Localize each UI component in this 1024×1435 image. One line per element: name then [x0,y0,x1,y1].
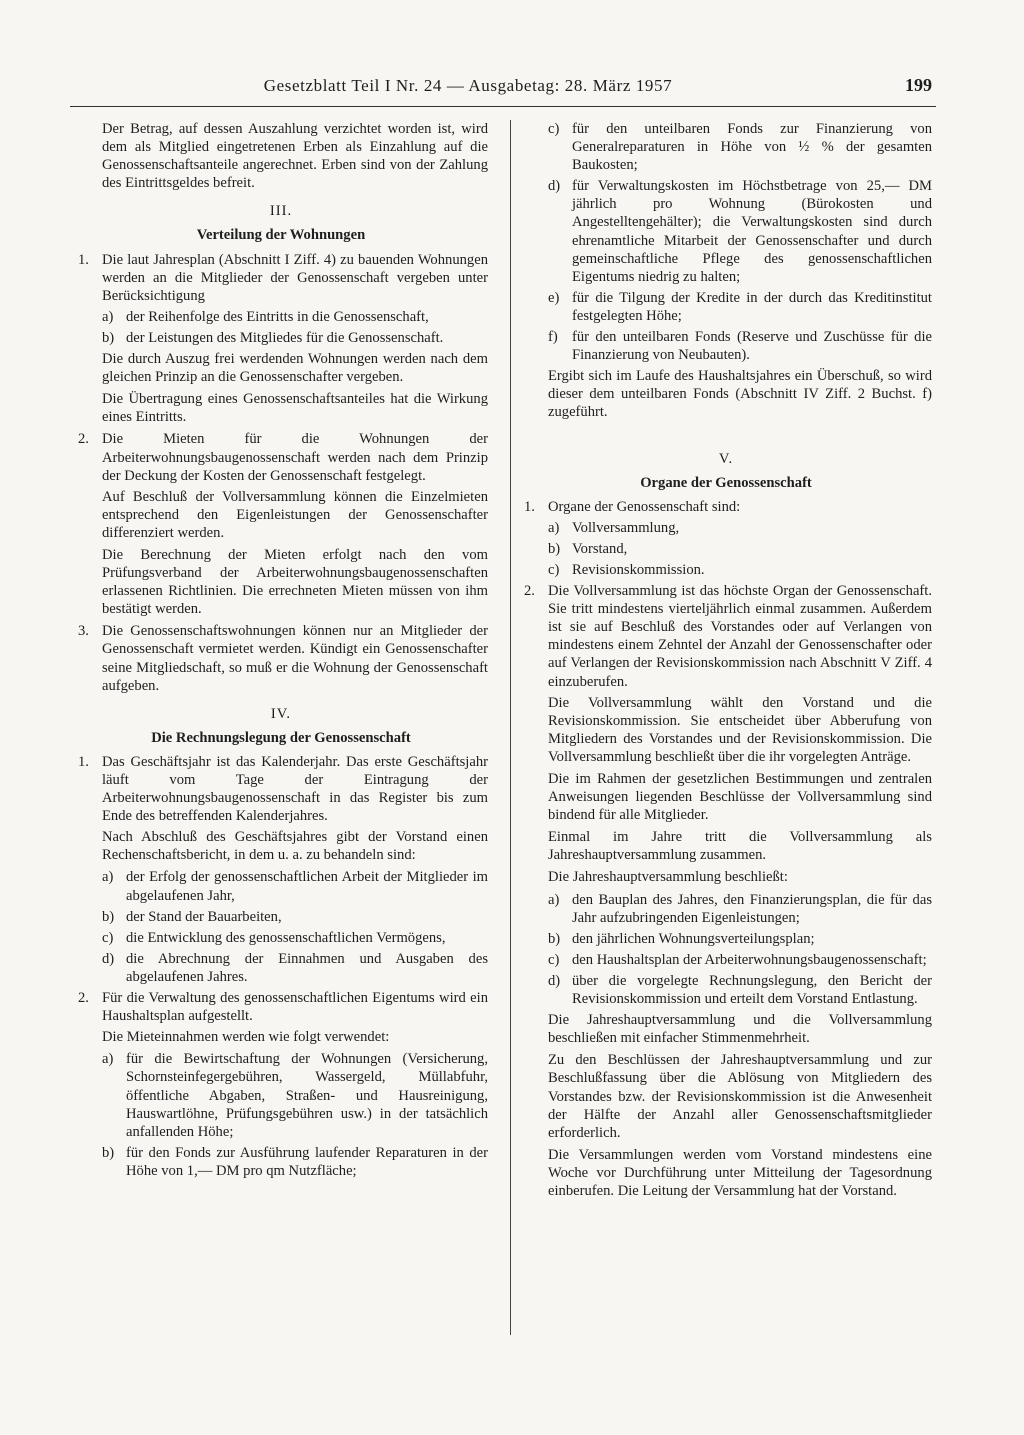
item-text: Vorstand, [572,540,628,557]
numbered-item [74,753,488,825]
paragraph: Die Jahreshauptversammlung und die Vollversammlung beschließen mit einfacher Stimmenmehrheit. [548,1012,932,1047]
section-heading: Verteilung der Wohnungen [196,227,366,244]
section-numeral: V. [718,450,734,467]
item-letter: d) [102,950,115,967]
item-text: die Entwicklung des genossenschaftlichen Vermögens, [126,929,446,946]
lettered-item [74,1144,488,1180]
item-text: für die Tilgung der Kredite in der durch das Kreditinstitut festgelegten Höhe; [572,289,932,324]
paragraph: Ergibt sich im Laufe des Haushaltsjahres ein Überschuß, so wird dieser dem unteilbaren Fonds (Abschnitt IV Ziff. 2 Buchst. f) zugeführt. [548,368,932,421]
item-text: Die laut Jahresplan (Abschnitt I Ziff. 4) zu bauenden Wohnungen werden an die Mitglieder der Genossenschaft vergeben unter Berücksichtigung [102,251,488,304]
item-letter: b) [548,930,561,947]
section-numeral: IV. [270,705,292,722]
page-number: 199 [905,75,932,95]
item-letter: a) [102,308,114,325]
lettered-item [74,868,488,904]
paragraph: Der Betrag, auf dessen Auszahlung verzichtet worden ist, wird dem als Mitglied eingetretenen Erben als Einzahlung auf die Genossenschaftsanteile angerechnet. Erben sind von der Zahlung des Eintrittsgeldes befreit. [102,121,488,192]
item-text: für den unteilbaren Fonds (Reserve und Zuschüsse für die Finanzierung von Neubauten). [572,329,932,364]
item-letter: e) [548,289,560,306]
lettered-item [520,328,932,364]
item-text: den Haushaltsplan der Arbeiterwohnungsbaugenossenschaft; [572,951,927,968]
item-letter: b) [102,329,115,346]
lettered-item [520,177,932,286]
paragraph: Die durch Auszug frei werdenden Wohnungen werden nach dem gleichen Prinzip an die Genossenschafter vergeben. [102,351,488,386]
item-number: 2. [524,583,535,600]
right-column [520,120,932,1204]
item-text: für den Fonds zur Ausführung laufender Reparaturen in der Höhe von 1,— DM pro qm Nutzfläche; [126,1144,488,1179]
section-heading: Die Rechnungslegung der Genossenschaft [151,729,411,746]
lettered-item [520,519,932,537]
paragraph: Die Berechnung der Mieten erfolgt nach den vom Prüfungsverband der Arbeiterwohnungsbaugenossenschaften erlassenen Richtlinien. Die errechneten Mieten müssen von ihm bestätigt werden. [102,546,488,618]
numbered-item [520,498,932,516]
paragraph: Die Mieteinnahmen werden wie folgt verwendet: [102,1029,390,1046]
item-number: 3. [78,623,89,640]
lettered-item [520,891,932,927]
item-letter: d) [548,178,561,195]
item-text: Die Mieten für die Wohnungen der Arbeiterwohnungsbaugenossenschaft werden nach dem Prinzip der Deckung der Kosten der Genossenschaft festgelegt. [102,431,488,484]
item-text: der Stand der Bauarbeiten, [126,908,282,925]
item-letter: c) [548,561,560,578]
item-text: Organe der Genossenschaft sind: [548,498,741,515]
item-letter: d) [548,972,561,989]
page-header [70,76,936,107]
item-text: die Abrechnung der Einnahmen und Ausgaben des abgelaufenen Jahres. [126,950,488,985]
item-text: den jährlichen Wohnungsverteilungsplan; [572,930,815,947]
paragraph: Zu den Beschlüssen der Jahreshauptversammlung und zur Beschlußfassung über die Ablösung von Mitgliedern des Vorstandes bzw. der Revisionskommission ist die Anwesenheit der Hälfte der Anzahl aller Genossenschaftsmitglieder erforderlich. [548,1052,932,1141]
item-letter: b) [102,1144,115,1161]
section-numeral: III. [269,203,293,220]
item-text: Das Geschäftsjahr ist das Kalenderjahr. Das erste Geschäftsjahr läuft vom Tage der Eintragung der Arbeiterwohnungsbaugenossenschaft in das Register bis zum Ende des betreffenden Kalenderjahres. [102,753,488,825]
item-letter: a) [102,869,114,886]
item-letter: c) [548,951,560,968]
paragraph: Auf Beschluß der Vollversammlung können die Einzelmieten entsprechend den Eigenleistungen der Genossenschafter differenziert werden. [102,488,488,541]
item-text: der Erfolg der genossenschaftlichen Arbeit der Mitglieder im abgelaufenen Jahr, [126,869,488,904]
paragraph: Die Übertragung eines Genossenschaftsanteiles hat die Wirkung eines Eintritts. [102,391,488,426]
item-text: Die Genossenschaftswohnungen können nur an Mitglieder der Genossenschaft vermietet werden. Kündigt ein Genossenschafter seine Mitgliedschaft, so muß er die Wohnung der Genossenschaft aufgeben. [102,623,488,694]
item-text: für den unteilbaren Fonds zur Finanzierung von Generalreparaturen in Höhe von ½ % der gesamten Baukosten; [572,121,932,174]
numbered-item [74,430,488,484]
item-number: 2. [78,431,89,448]
item-number: 2. [78,990,89,1007]
lettered-item [520,289,932,325]
item-letter: b) [548,540,561,557]
item-text: Vollversammlung, [572,519,680,536]
lettered-item [520,120,932,174]
lettered-item [520,561,932,579]
paragraph: Einmal im Jahre tritt die Vollversammlung als Jahreshauptversammlung zusammen. [548,829,932,864]
item-text: über die vorgelegte Rechnungslegung, den Bericht der Revisionskommission und erteilt dem Vorstand Entlastung. [572,972,932,1008]
item-letter: b) [102,908,115,925]
column-divider [510,120,511,1335]
item-letter: f) [548,329,558,346]
item-text: den Bauplan des Jahres, den Finanzierungsplan, die für das Jahr aufzubringenden Eigenleistungen; [572,891,932,926]
item-text: der Reihenfolge des Eintritts in die Genossenschaft, [126,308,429,325]
numbered-item [74,989,488,1025]
lettered-item [74,1050,488,1140]
paragraph: Nach Abschluß des Geschäftsjahres gibt der Vorstand einen Rechenschaftsbericht, in dem u. a. zu behandeln sind: [102,829,488,864]
item-text: Revisionskommission. [572,561,705,578]
item-letter: c) [548,121,560,137]
paragraph: Die Versammlungen werden vom Vorstand mindestens eine Woche vor Durchführung unter Mitteilung der Tagesordnung einberufen. Die Leitung der Versammlung hat der Vorstand. [548,1146,932,1199]
item-text: für Verwaltungskosten im Höchstbetrage von 25,— DM jährlich pro Wohnung (Bürokosten und Angestelltengehälter); die Verwaltungskosten sind durch ehrenamtliche Mitarbeit der Genossenschafter und durch gemeinschaftliche Pflege des genossenschaftlichen Eigentums niedrig zu halten; [572,178,932,285]
lettered-item [520,540,932,558]
lettered-item [74,950,488,986]
item-number: 1. [78,753,89,770]
item-number: 1. [78,251,89,268]
lettered-item [520,972,932,1008]
item-text: für die Bewirtschaftung der Wohnungen (Versicherung, Schornsteinfegergebühren, Wassergeld, Müllabfuhr, öffentliche Abgaben, Straßen- und Hausreinigung, Hauswartlöhne, Prüfungsgebühren usw.) in der tatsächlich anfallenden Höhe; [126,1051,488,1140]
left-column [74,120,488,1183]
numbered-item [520,582,932,691]
lettered-item [74,908,488,926]
item-text: Für die Verwaltung des genossenschaftlichen Eigentums wird ein Haushaltsplan aufgestellt. [102,990,488,1025]
item-letter: c) [102,929,114,946]
item-text: Die Vollversammlung ist das höchste Organ der Genossenschaft. Sie tritt mindestens vierteljährlich einmal zusammen. Außerdem ist sie auf Beschluß des Vorstandes oder auf Verlangen von mindestens einem Zehntel der Anzahl der Genossenschafter oder auf Verlangen der Revisionskommission nach Abschnitt V Ziff. 4 einzuberufen. [548,583,932,690]
lettered-item [74,308,488,326]
lettered-item [520,951,932,969]
item-letter: a) [102,1051,114,1068]
item-text: der Leistungen des Mitgliedes für die Genossenschaft. [126,329,444,346]
paragraph: Die im Rahmen der gesetzlichen Bestimmungen und zentralen Anweisungen liegenden Beschlüsse der Vollversammlung sind bindend für alle Mitglieder. [548,771,932,824]
item-letter: a) [548,519,560,536]
numbered-item [74,622,488,694]
lettered-item [74,329,488,347]
paragraph: Die Jahreshauptversammlung beschließt: [548,869,788,886]
spacer [520,426,932,440]
header-title: Gesetzblatt Teil I Nr. 24 — Ausgabetag: 28. März 1957 [263,76,673,95]
lettered-item [520,930,932,948]
section-heading: Organe der Genossenschaft [640,474,812,491]
item-number: 1. [524,498,535,515]
lettered-item [74,929,488,947]
numbered-item [74,251,488,305]
item-letter: a) [548,891,560,908]
paragraph: Die Vollversammlung wählt den Vorstand und die Revisionskommission. Sie entscheidet über Abberufung von Mitgliedern des Vorstandes und der Revisionskommission. Die Vollversammlung beschließt über die ihr vorgelegten Anträge. [548,694,932,765]
